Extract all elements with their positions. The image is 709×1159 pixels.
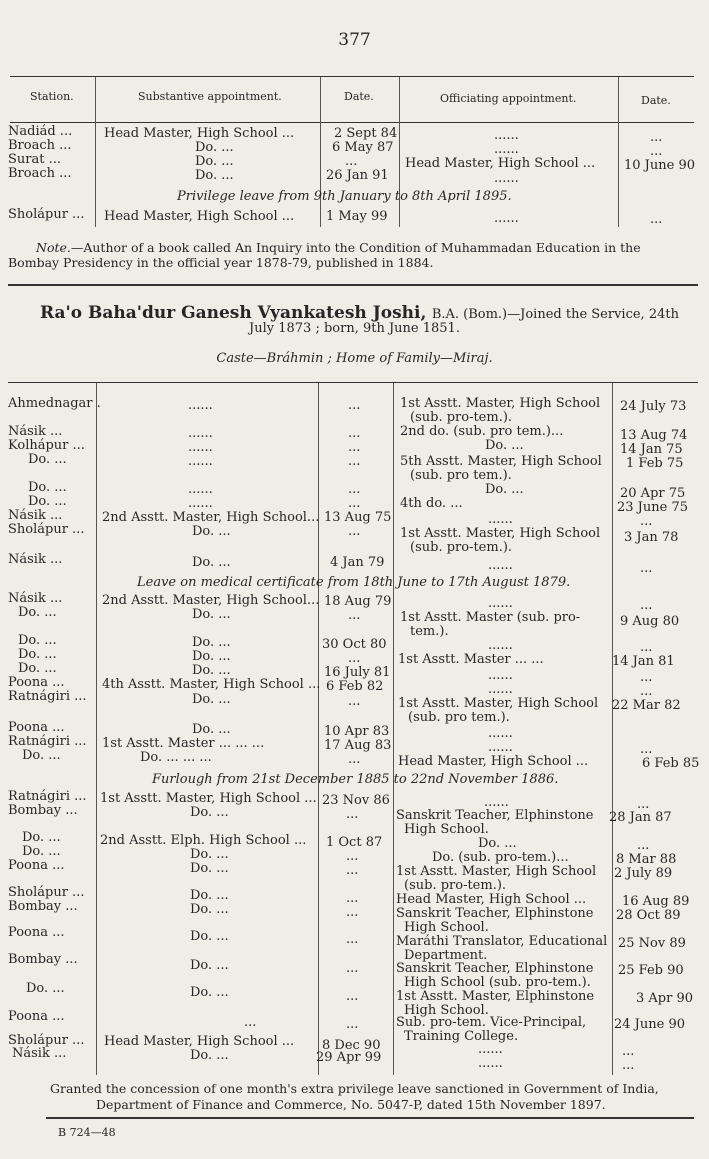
- table1-header-rule: [10, 122, 694, 123]
- substantive-cell: Do. ... ... ...: [140, 750, 212, 765]
- station-cell: Do. ...: [22, 844, 61, 859]
- officiating-date-cell: ...: [622, 1058, 635, 1073]
- substantive-cell: 2nd Asstt. Master, High School...: [102, 593, 320, 608]
- station-cell: Sholápur ...: [8, 885, 85, 900]
- officiating-cell-cont: tem.).: [410, 624, 449, 639]
- header-station: Station.: [30, 90, 74, 103]
- substantive-cell: ......: [188, 454, 213, 469]
- officiating-cell: ......: [488, 682, 513, 697]
- officer-name: Ra'o Baha'dur Ganesh Vyankatesh Joshi,: [40, 303, 427, 323]
- station-cell: Bombay ...: [8, 952, 78, 967]
- privilege-leave-note: Privilege leave from 9th January to 8th April 1895.: [177, 189, 512, 204]
- medical-leave-note: Leave on medical certificate from 18th June to 17th August 1879.: [137, 575, 571, 590]
- station-cell: Násik ...: [8, 591, 63, 606]
- station-cell: Poona ...: [8, 675, 65, 690]
- officiating-date-cell: ...: [640, 684, 653, 699]
- station-cell: Sholápur ...: [8, 207, 85, 222]
- officiating-cell: 4th do. ...: [400, 496, 463, 511]
- date-cell: ...: [348, 426, 361, 441]
- date-cell: ...: [346, 863, 359, 878]
- officiating-cell-cont: (sub. pro tem.).: [410, 468, 512, 483]
- header-date-2: Date.: [641, 94, 671, 107]
- footer-code: B 724—48: [58, 1126, 116, 1139]
- date-cell: 26 Jan 91: [326, 168, 389, 183]
- officiating-date-cell: 22 Mar 82: [612, 698, 681, 713]
- date-cell: ...: [345, 154, 358, 169]
- officiating-cell: 1st Asstt. Master, High School: [398, 696, 599, 711]
- date-cell: ...: [346, 961, 359, 976]
- substantive-cell: Do. ...: [192, 649, 231, 664]
- officiating-date-cell: 10 June 90: [624, 158, 695, 173]
- date-cell: ...: [348, 694, 361, 709]
- table1-col-divider: [399, 77, 400, 227]
- substantive-cell: 1st Asstt. Master ... ... ...: [102, 736, 265, 751]
- concession-line-2: Department of Finance and Commerce, No. 5047-P, dated 15th November 1897.: [96, 1097, 606, 1112]
- date-cell: ...: [346, 807, 359, 822]
- officiating-date-cell: 1 Feb 75: [626, 456, 684, 471]
- officiating-cell: 1st Asstt. Master (sub. pro-: [400, 610, 581, 625]
- officiating-date-cell: ...: [637, 838, 650, 853]
- bottom-rule: [46, 1117, 694, 1119]
- officiating-date-cell: ...: [640, 598, 653, 613]
- substantive-cell: Do. ...: [195, 154, 234, 169]
- page-number: 377: [338, 30, 371, 50]
- substantive-cell: ......: [188, 482, 213, 497]
- substantive-cell: Head Master, High School ...: [104, 126, 295, 141]
- station-cell: Do. ...: [28, 494, 67, 509]
- substantive-cell: Do. ...: [190, 929, 229, 944]
- officiating-cell-cont: (sub. pro-tem.).: [404, 878, 507, 893]
- substantive-cell: Do. ...: [195, 140, 234, 155]
- officiating-cell: 5th Asstt. Master, High School: [400, 454, 602, 469]
- officiating-cell-cont: High School (sub. pro-tem.).: [404, 975, 591, 990]
- date-cell: 17 Aug 83: [324, 738, 392, 753]
- substantive-cell: ......: [188, 496, 213, 511]
- station-cell: Ratnágiri ...: [8, 789, 87, 804]
- concession-line-1: Granted the concession of one month's extra privilege leave sanctioned in Government of India,: [50, 1081, 659, 1096]
- header-date: Date.: [344, 90, 374, 103]
- officiating-date-cell: 24 June 90: [614, 1017, 685, 1032]
- date-cell: ...: [348, 608, 361, 623]
- note-label: Note.: [36, 240, 71, 255]
- substantive-cell: Do. ...: [190, 847, 229, 862]
- station-cell: Ratnágiri ...: [8, 689, 87, 704]
- officiating-cell-cont: (sub. pro tem.).: [408, 710, 510, 725]
- officiating-cell: ......: [488, 512, 513, 527]
- date-cell: ...: [348, 440, 361, 455]
- station-cell: Sholápur ...: [8, 1033, 85, 1048]
- officiating-date-cell: ...: [622, 1044, 635, 1059]
- station-cell: Nadiád ...: [8, 124, 73, 139]
- officiating-date-cell: ...: [637, 797, 650, 812]
- officiating-date-cell: 8 Mar 88: [616, 852, 677, 867]
- header-officiating: Officiating appointment.: [440, 92, 577, 105]
- officiating-date-cell: 14 Jan 75: [620, 442, 683, 457]
- station-cell: Do. ...: [18, 647, 57, 662]
- officiating-date-cell: 2 July 89: [614, 866, 673, 881]
- substantive-cell: Do. ...: [192, 722, 231, 737]
- station-cell: Násik ...: [8, 552, 63, 567]
- date-cell: 4 Jan 79: [330, 555, 385, 570]
- officiating-date-cell: 25 Nov 89: [618, 936, 686, 951]
- officiating-date-cell: 20 Apr 75: [620, 486, 686, 501]
- officiating-cell: ......: [494, 128, 519, 143]
- officiating-cell: 2nd do. (sub. pro tem.)...: [400, 424, 564, 439]
- officiating-cell: 1st Asstt. Master, High School: [400, 396, 601, 411]
- substantive-cell: Do. ...: [190, 902, 229, 917]
- station-cell: Do. ...: [22, 830, 61, 845]
- officiating-date-cell: ...: [650, 144, 663, 159]
- substantive-cell: 4th Asstt. Master, High School ...: [102, 677, 321, 692]
- table1-top-rule: [10, 76, 694, 77]
- date-cell: ...: [346, 1017, 359, 1032]
- officiating-cell: 1st Asstt. Master, High School: [396, 864, 597, 879]
- officiating-date-cell: 28 Jan 87: [609, 810, 672, 825]
- station-cell: Násik ...: [8, 508, 63, 523]
- date-cell: 13 Aug 75: [324, 510, 392, 525]
- officiating-date-cell: 16 Aug 89: [622, 894, 690, 909]
- table2-col-divider: [318, 383, 319, 1075]
- officiating-cell: Do. ...: [478, 836, 517, 851]
- table1-col-divider: [95, 77, 96, 227]
- date-cell: ...: [346, 891, 359, 906]
- officiating-cell: ......: [494, 171, 519, 186]
- officiating-date-cell: ...: [640, 514, 653, 529]
- substantive-cell: Head Master, High School ...: [104, 209, 295, 224]
- officer-heading: [40, 303, 679, 323]
- station-cell: Sholápur ...: [8, 522, 85, 537]
- date-cell: 18 Aug 79: [324, 594, 392, 609]
- officiating-date-cell: 6 Feb 85: [642, 756, 700, 771]
- substantive-cell: 2nd Asstt. Elph. High School ...: [100, 833, 307, 848]
- station-cell: Do. ...: [28, 452, 67, 467]
- date-cell: ...: [346, 849, 359, 864]
- officiating-cell: 1st Asstt. Master ... ...: [398, 652, 544, 667]
- date-cell: ...: [348, 454, 361, 469]
- station-cell: Do. ...: [18, 605, 57, 620]
- officiating-cell: 1st Asstt. Master, High School: [400, 526, 601, 541]
- substantive-cell: Do. ...: [192, 692, 231, 707]
- officiating-date-cell: 24 July 73: [620, 399, 687, 414]
- officiating-date-cell: ...: [640, 742, 653, 757]
- note-line-1: Note.—Author of a book called An Inquiry into the Condition of Muhammadan Education in the: [36, 240, 641, 255]
- officiating-cell: ......: [488, 558, 513, 573]
- date-cell: ...: [346, 932, 359, 947]
- officiating-cell: ......: [478, 1056, 503, 1071]
- substantive-cell: ...: [244, 1015, 257, 1030]
- officiating-cell: Do. ...: [485, 482, 524, 497]
- officiating-cell-cont: High School.: [404, 822, 489, 837]
- officiating-cell-cont: Do. ...: [485, 438, 524, 453]
- substantive-cell: ......: [188, 426, 213, 441]
- station-cell: Do. ...: [26, 981, 65, 996]
- date-cell: 6 May 87: [332, 140, 394, 155]
- substantive-cell: Do. ...: [192, 524, 231, 539]
- officiating-cell: ......: [488, 740, 513, 755]
- substantive-cell: Do. ...: [195, 168, 234, 183]
- officiating-cell: Sanskrit Teacher, Elphinstone: [396, 808, 594, 823]
- station-cell: Do. ...: [22, 748, 61, 763]
- officiating-cell-cont: High School.: [404, 920, 489, 935]
- table1-col-divider: [320, 77, 321, 227]
- officer-degree: B.A. (Bom.)—Joined the Service, 24th: [431, 307, 679, 322]
- officiating-cell-cont: Training College.: [404, 1029, 519, 1044]
- officiating-cell: Head Master, High School ...: [396, 892, 587, 907]
- officiating-cell: Sub. pro-tem. Vice-Principal,: [396, 1015, 587, 1030]
- station-cell: Ratnágiri ...: [8, 734, 87, 749]
- section-divider: [8, 284, 698, 286]
- table2-top-rule: [8, 382, 698, 383]
- officiating-cell: ......: [488, 596, 513, 611]
- substantive-cell: Do. ...: [192, 635, 231, 650]
- substantive-cell: 1st Asstt. Master, High School ...: [100, 791, 317, 806]
- station-cell: Do. ...: [28, 480, 67, 495]
- officiating-cell: ......: [488, 726, 513, 741]
- date-cell: 6 Feb 82: [326, 679, 384, 694]
- officiating-date-cell: 3 Jan 78: [624, 530, 679, 545]
- station-cell: Ahmednagar .: [8, 396, 101, 411]
- station-cell: Poona ...: [8, 720, 65, 735]
- officiating-cell-cont: (sub. pro-tem.).: [410, 410, 513, 425]
- date-cell: 1 May 99: [326, 209, 388, 224]
- date-cell: 8 Dec 90: [322, 1038, 381, 1053]
- table1-col-divider: [618, 77, 619, 227]
- date-cell: 23 Nov 86: [322, 793, 390, 808]
- officiating-cell: ......: [494, 142, 519, 157]
- officiating-cell-cont: Department.: [404, 948, 488, 963]
- substantive-cell: Do. ...: [192, 663, 231, 678]
- substantive-cell: Do. ...: [192, 607, 231, 622]
- date-cell: 30 Oct 80: [322, 637, 387, 652]
- officiating-date-cell: 28 Oct 89: [616, 908, 681, 923]
- officer-caste: Caste—Bráhmin ; Home of Family—Miraj.: [216, 351, 493, 366]
- note-line-2: Bombay Presidency in the official year 1878-79, published in 1884.: [8, 255, 434, 270]
- table2-col-divider: [612, 383, 613, 1075]
- table2-col-divider: [393, 383, 394, 1075]
- substantive-cell: ......: [188, 440, 213, 455]
- date-cell: ...: [348, 398, 361, 413]
- officiating-cell: Maráthi Translator, Educational: [396, 934, 608, 949]
- station-cell: Bombay ...: [8, 899, 78, 914]
- station-cell: Do. ...: [18, 633, 57, 648]
- substantive-cell: Do. ...: [190, 1048, 229, 1063]
- officiating-date-cell: 14 Jan 81: [612, 654, 675, 669]
- officiating-cell: 1st Asstt. Master, Elphinstone: [396, 989, 595, 1004]
- officiating-cell: ......: [494, 211, 519, 226]
- station-cell: Poona ...: [8, 925, 65, 940]
- officiating-cell: Head Master, High School ...: [405, 156, 596, 171]
- date-cell: ...: [346, 905, 359, 920]
- date-cell: 16 July 81: [324, 665, 391, 680]
- officiating-date-cell: ...: [640, 561, 653, 576]
- date-cell: 1 Oct 87: [326, 835, 383, 850]
- substantive-cell: Do. ...: [192, 555, 231, 570]
- officiating-date-cell: ...: [650, 212, 663, 227]
- station-cell: Násik ...: [12, 1046, 67, 1061]
- officiating-cell: ......: [488, 668, 513, 683]
- date-cell: ...: [348, 496, 361, 511]
- station-cell: Poona ...: [8, 1009, 65, 1024]
- officiating-date-cell: 13 Aug 74: [620, 428, 688, 443]
- substantive-cell: 2nd Asstt. Master, High School...: [102, 510, 320, 525]
- officer-joined-born: July 1873 ; born, 9th June 1851.: [249, 321, 460, 336]
- date-cell: ...: [348, 651, 361, 666]
- officiating-cell: ......: [478, 1042, 503, 1057]
- officiating-date-cell: 3 Apr 90: [636, 991, 694, 1006]
- officiating-date-cell: ...: [640, 640, 653, 655]
- officiating-date-cell: ...: [640, 670, 653, 685]
- station-cell: Poona ...: [8, 858, 65, 873]
- officiating-date-cell: 23 June 75: [617, 500, 688, 515]
- date-cell: ...: [346, 989, 359, 1004]
- officiating-cell-cont: High School.: [404, 1003, 489, 1018]
- station-cell: Kolhápur ...: [8, 438, 85, 453]
- date-cell: 10 Apr 83: [324, 724, 390, 739]
- station-cell: Broach ...: [8, 166, 72, 181]
- station-cell: Násik ...: [8, 424, 63, 439]
- station-cell: Bombay ...: [8, 803, 78, 818]
- table2-col-divider: [96, 383, 97, 1075]
- officiating-date-cell: 25 Feb 90: [618, 963, 684, 978]
- officiating-date-cell: ...: [650, 130, 663, 145]
- officiating-date-cell: 9 Aug 80: [620, 614, 680, 629]
- substantive-cell: Do. ...: [190, 888, 229, 903]
- date-cell: 29 Apr 99: [316, 1050, 382, 1065]
- officiating-cell: ......: [484, 795, 509, 810]
- date-cell: ...: [348, 524, 361, 539]
- substantive-cell: Do. ...: [190, 958, 229, 973]
- substantive-cell: Do. ...: [190, 985, 229, 1000]
- officiating-cell: Head Master, High School ...: [398, 754, 589, 769]
- substantive-cell: Do. ...: [190, 805, 229, 820]
- officiating-cell: Sanskrit Teacher, Elphinstone: [396, 906, 594, 921]
- date-cell: ...: [348, 482, 361, 497]
- header-substantive: Substantive appointment.: [138, 90, 282, 103]
- officiating-cell-cont: (sub. pro-tem.).: [410, 540, 513, 555]
- substantive-cell: ......: [188, 398, 213, 413]
- officiating-cell: Sanskrit Teacher, Elphinstone: [396, 961, 594, 976]
- officiating-cell: ......: [488, 638, 513, 653]
- substantive-cell: Head Master, High School ...: [104, 1034, 295, 1049]
- date-cell: 2 Sept 84: [334, 126, 398, 141]
- station-cell: Surat ...: [8, 152, 61, 167]
- substantive-cell: Do. ...: [190, 861, 229, 876]
- officiating-cell: Do. (sub. pro-tem.)...: [432, 850, 569, 865]
- furlough-note: Furlough from 21st December 1885 to 22nd November 1886.: [152, 772, 559, 787]
- station-cell: Broach ...: [8, 138, 72, 153]
- station-cell: Do. ...: [18, 661, 57, 676]
- date-cell: ...: [348, 752, 361, 767]
